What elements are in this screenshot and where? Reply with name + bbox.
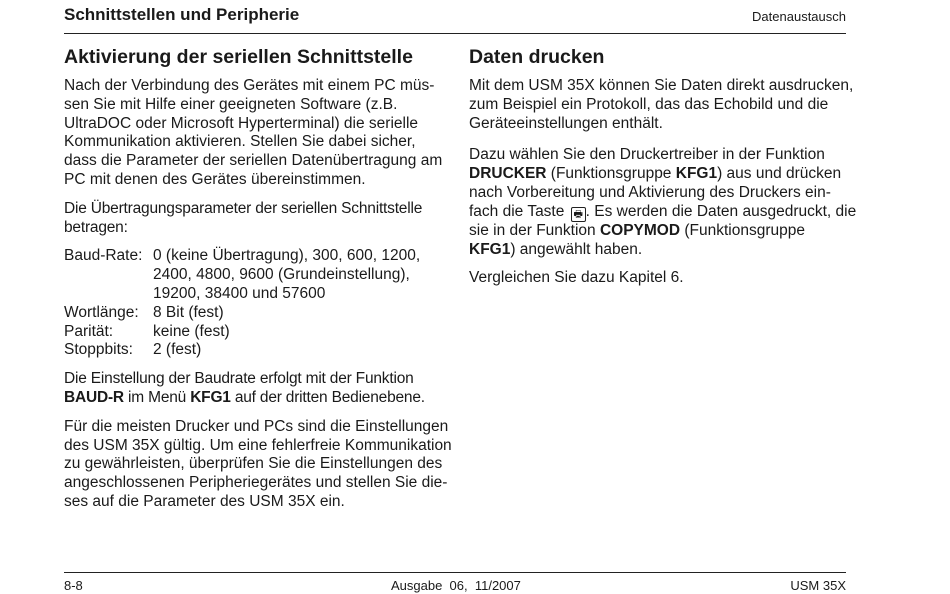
text-run: (Funktionsgruppe xyxy=(546,165,676,183)
text-run: sie in der Funktion xyxy=(469,221,600,239)
reference-paragraph xyxy=(469,269,850,288)
text-line: betragen: xyxy=(64,218,128,236)
param-key xyxy=(64,285,153,304)
text-line xyxy=(469,165,850,184)
params-table xyxy=(64,247,444,360)
param-value: keine (fest) xyxy=(153,322,230,340)
text-line: Kommunikation aktivieren. Stellen Sie dabei sicher, xyxy=(64,133,416,151)
params-intro-paragraph xyxy=(64,200,444,238)
group-kfg1: KFG1 xyxy=(469,240,511,258)
text-line: Für die meisten Drucker und PCs sind die Einstellungen xyxy=(64,417,449,435)
page-number: 8-8 xyxy=(64,578,83,593)
text-line: dass die Parameter der seriellen Datenübertragung am xyxy=(64,152,443,170)
header-rule xyxy=(64,33,846,34)
text-run: ) angewählt haben. xyxy=(510,240,643,258)
baud-paragraph xyxy=(64,370,444,408)
text-line: zu gewährleisten, überprüfen Sie die Einstellungen des xyxy=(64,455,443,473)
left-heading: Aktivierung der seriellen Schnittstelle xyxy=(64,46,413,68)
right-column xyxy=(469,45,857,298)
copy-key-icon: 🖶 xyxy=(571,207,586,222)
text-line: Dazu wählen Sie den Druckertreiber in der Funktion xyxy=(469,146,825,164)
edition-info: Ausgabe 06, 11/2007 xyxy=(391,578,521,593)
param-value: 0 (keine Übertragung), 300, 600, 1200, xyxy=(153,247,421,265)
text-run: (Funktionsgruppe xyxy=(680,221,805,239)
param-value: 2400, 4800, 9600 (Grundeinstellung), xyxy=(153,266,410,284)
right-heading: Daten drucken xyxy=(469,46,605,68)
text-line: Vergleichen Sie dazu Kapitel 6. xyxy=(469,269,684,287)
param-row xyxy=(64,266,444,285)
text-line xyxy=(469,241,850,260)
text-line: angeschlossenen Peripheriegerätes und stellen Sie die- xyxy=(64,474,448,492)
left-column xyxy=(64,45,452,522)
text-line: des USM 35X gültig. Um eine fehlerfreie Kommunikation xyxy=(64,436,452,454)
function-copymod: COPYMOD xyxy=(599,221,681,239)
param-value: 2 (fest) xyxy=(153,341,202,359)
function-drucker: DRUCKER xyxy=(469,165,547,183)
text-line: UltraDOC oder Microsoft Hyperterminal) die serielle xyxy=(64,114,419,132)
print-paragraph xyxy=(469,146,857,259)
text-line: sen Sie mit Hilfe einer geeigneten Software (z.B. xyxy=(64,95,398,113)
text-line: Mit dem USM 35X können Sie Daten direkt ausdrucken, xyxy=(469,77,854,94)
param-key: Stoppbits: xyxy=(64,341,133,359)
group-kfg1: KFG1 xyxy=(675,165,718,183)
param-key xyxy=(64,266,153,285)
left-outro-paragraph xyxy=(64,417,452,512)
text-line xyxy=(469,202,857,222)
text-line xyxy=(469,222,850,241)
param-row xyxy=(64,304,444,323)
param-value: 19200, 38400 und 57600 xyxy=(153,284,326,302)
text-run: auf der dritten Bedienebene. xyxy=(230,388,425,406)
text-line: zum Beispiel ein Protokoll, das das Echobild und die xyxy=(469,95,829,113)
param-row xyxy=(64,323,444,342)
text-run: im Menü xyxy=(123,388,191,406)
text-line: nach Vorbereitung und Aktivierung des Druckers ein- xyxy=(469,183,831,201)
param-key: Baud-Rate: xyxy=(64,247,143,265)
param-key: Parität: xyxy=(64,322,114,340)
param-row xyxy=(64,247,444,266)
text-line: Geräteeinstellungen enthält. xyxy=(469,114,663,132)
text-run: . Es werden die Daten ausgedruckt, die xyxy=(585,202,857,220)
right-intro-paragraph xyxy=(469,77,854,133)
footer-rule xyxy=(64,572,846,573)
text-line: PC mit denen des Gerätes übereinstimmen. xyxy=(64,170,366,188)
text-line: Die Einstellung der Baudrate erfolgt mit der Funktion xyxy=(64,370,414,388)
param-row xyxy=(64,341,444,360)
menu-kfg1: KFG1 xyxy=(190,388,231,406)
text-run: ) aus und drücken xyxy=(717,165,842,183)
text-run: fach die Taste xyxy=(469,202,569,220)
function-baud-r: BAUD-R xyxy=(64,388,124,406)
param-value: 8 Bit (fest) xyxy=(153,303,224,321)
text-line: Nach der Verbindung des Gerätes mit einem PC müs- xyxy=(64,77,435,94)
param-row xyxy=(64,285,444,304)
section-title: Datenaustausch xyxy=(752,9,846,24)
text-line xyxy=(64,389,444,408)
text-line: Die Übertragungsparameter der seriellen Schnittstelle xyxy=(64,199,423,217)
left-intro-paragraph xyxy=(64,77,444,190)
product-name: USM 35X xyxy=(790,578,846,593)
param-key: Wortlänge: xyxy=(64,303,139,321)
text-line: ses auf die Parameter des USM 35X ein. xyxy=(64,492,345,510)
chapter-title: Schnittstellen und Peripherie xyxy=(64,5,300,24)
